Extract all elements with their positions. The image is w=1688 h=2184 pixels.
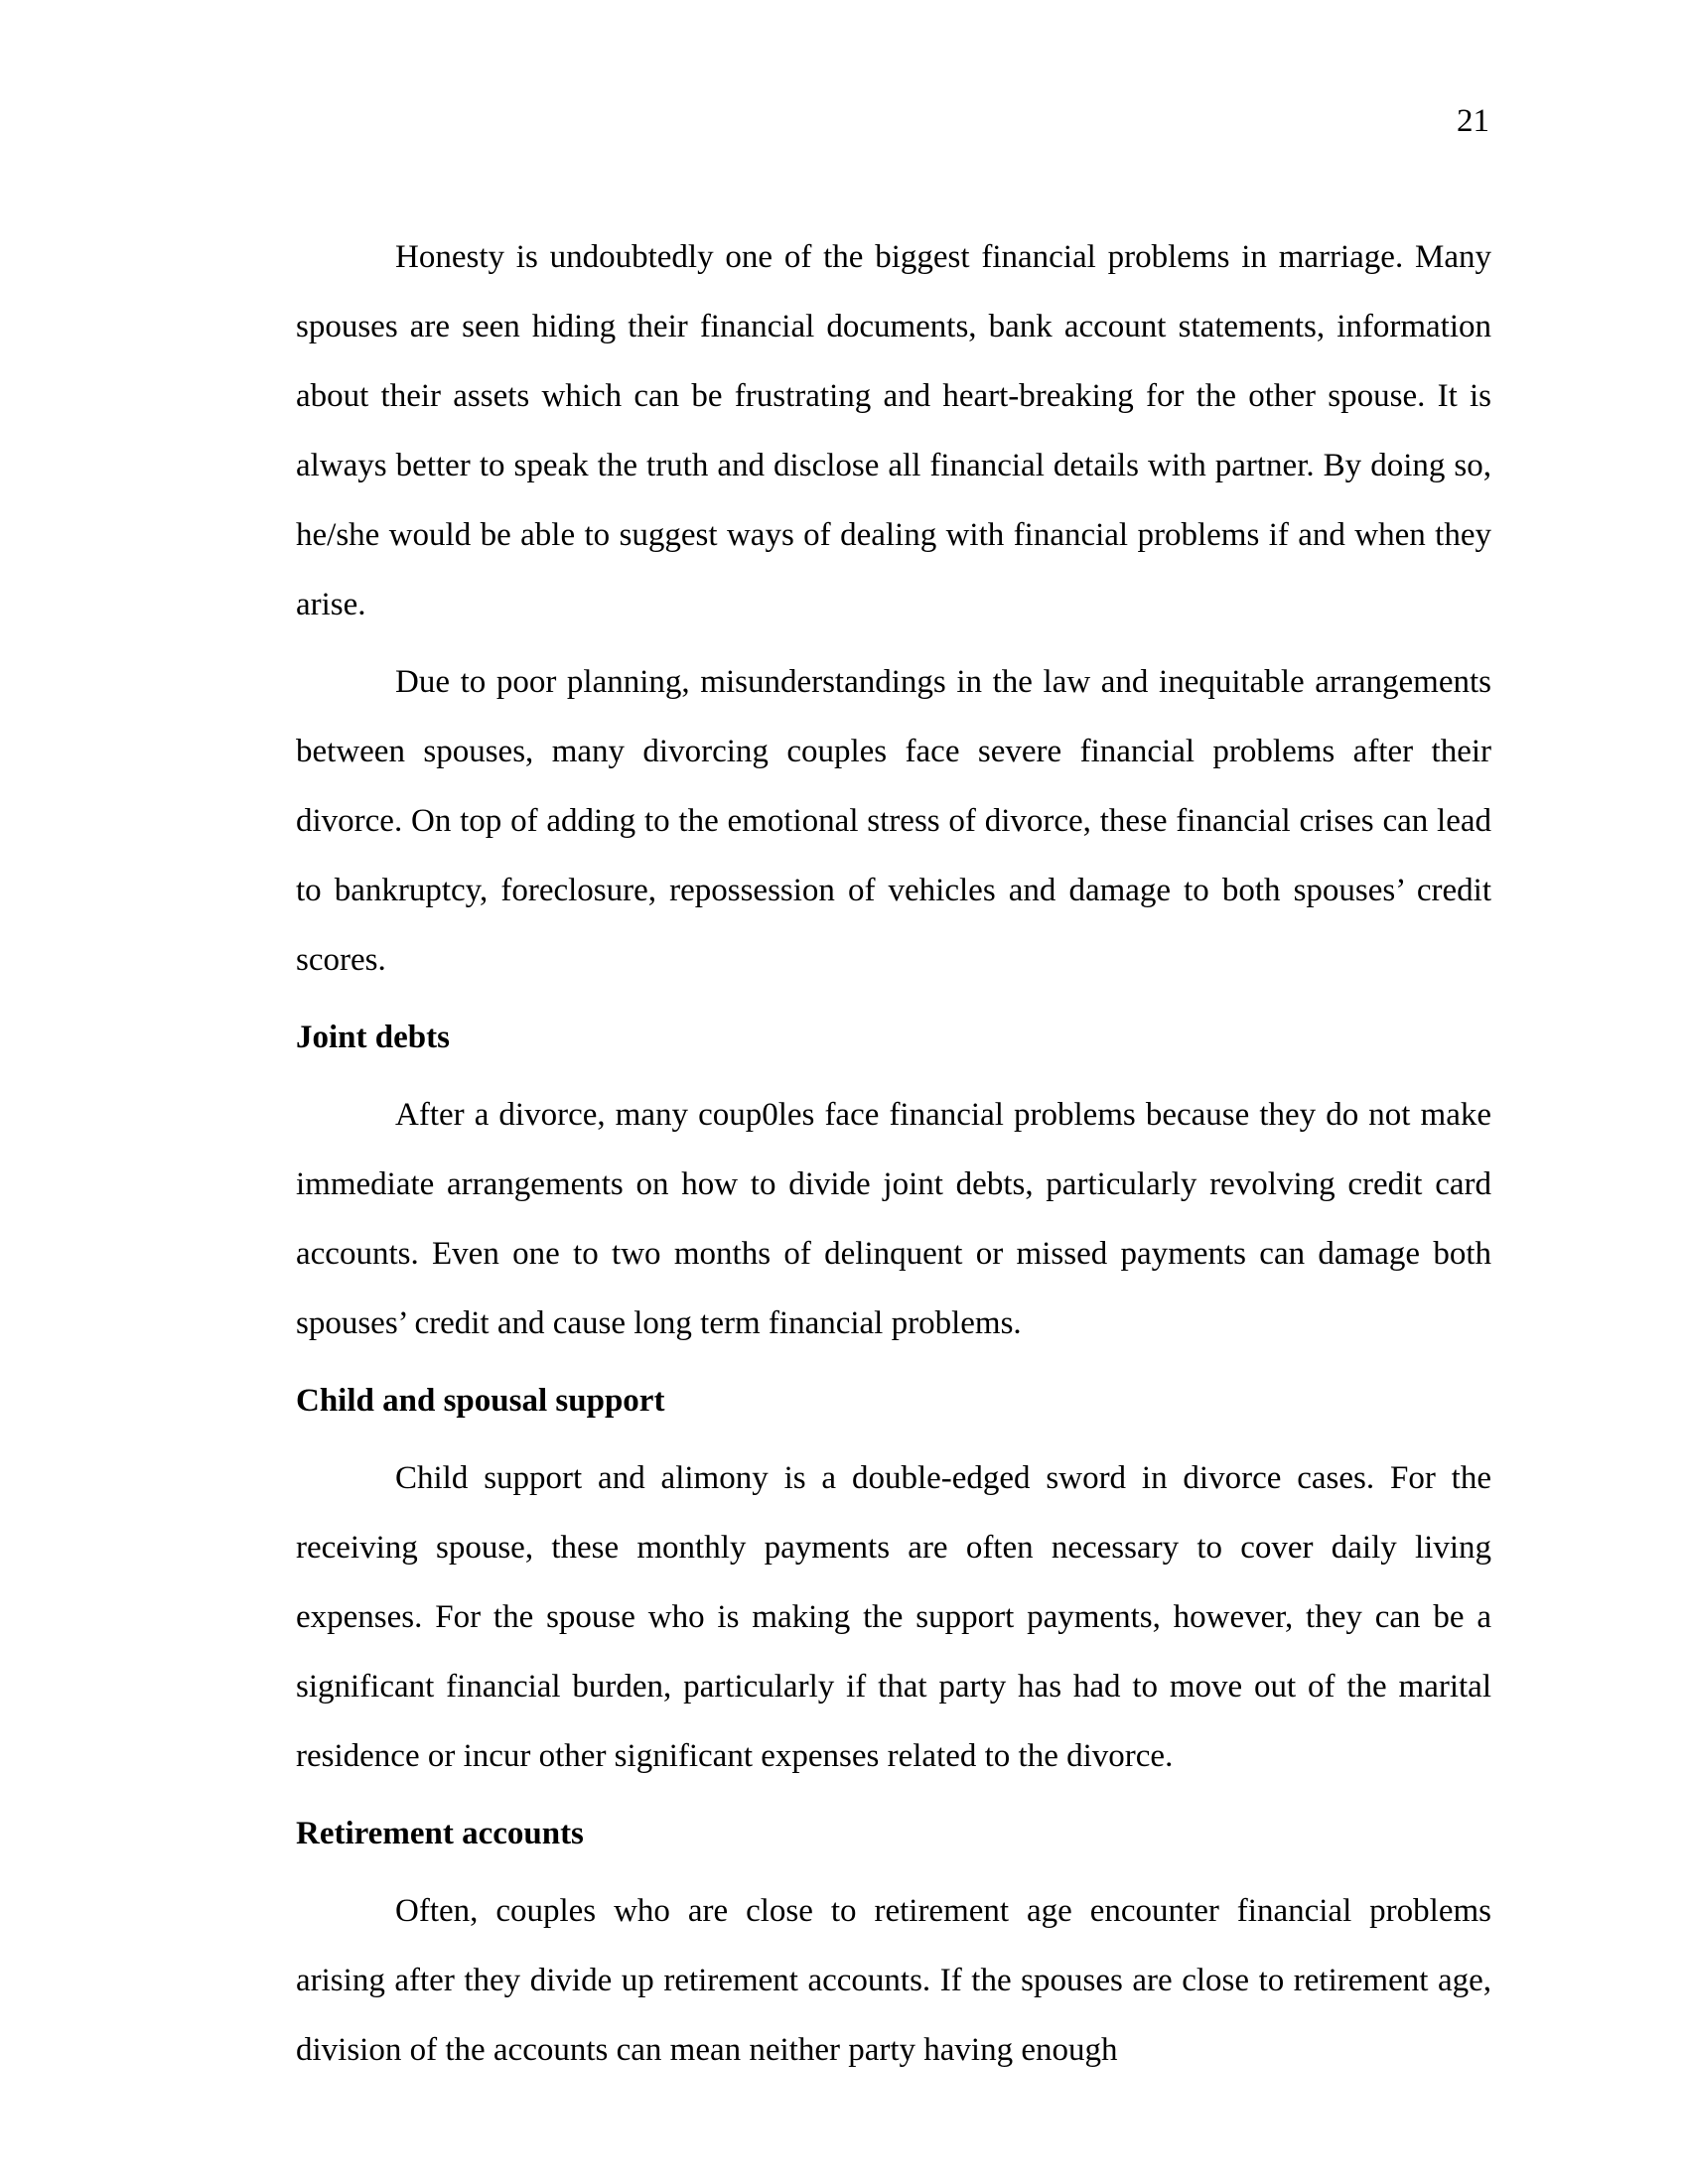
- paragraph-retirement: Often, couples who are close to retirement age encounter financial problems arising after they divide up retirement accounts. If the spouses are close to retirement age, division of the accounts can mean neither party having enough: [296, 1893, 1491, 2068]
- paragraph-child-support: Child support and alimony is a double-edged sword in divorce cases. For the receiving spouse, these monthly payments are often necessary to cover daily living expenses. For the spouse who is making the support payments, however, they can be a significant financial burden, particularly if that party has had to move out of the marital residence or incur other significant expenses related to the divorce.: [296, 1460, 1491, 1774]
- paragraph-poor-planning: Due to poor planning, misunderstandings in the law and inequitable arrangements between spouses, many divorcing couples face severe financial problems after their divorce. On top of adding to the emotional stress of divorce, these financial crises can lead to bankruptcy, foreclosure, repossession of vehicles and damage to both spouses’ credit scores.: [296, 664, 1491, 978]
- heading-child-spousal-support: Child and spousal support: [296, 1383, 665, 1419]
- paragraph-joint-debts: After a divorce, many coup0les face financial problems because they do not make immediate arrangements on how to divide joint debts, particularly revolving credit card accounts. Even one to two months of delinquent or missed payments can damage both spouses’ credit and cause long term financial problems.: [296, 1097, 1491, 1341]
- heading-joint-debts: Joint debts: [296, 1020, 450, 1055]
- paragraph-honesty: Honesty is undoubtedly one of the biggest financial problems in marriage. Many spouses are seen hiding their financial documents, bank account statements, information about their assets which can be frustrating and heart-breaking for the other spouse. It is always better to speak the truth and disclose all financial details with partner. By doing so, he/she would be able to suggest ways of dealing with financial problems if and when they arise.: [296, 239, 1491, 622]
- document-body: [296, 222, 1491, 2093]
- page-number: 21: [1457, 103, 1489, 139]
- heading-retirement-accounts: Retirement accounts: [296, 1816, 584, 1851]
